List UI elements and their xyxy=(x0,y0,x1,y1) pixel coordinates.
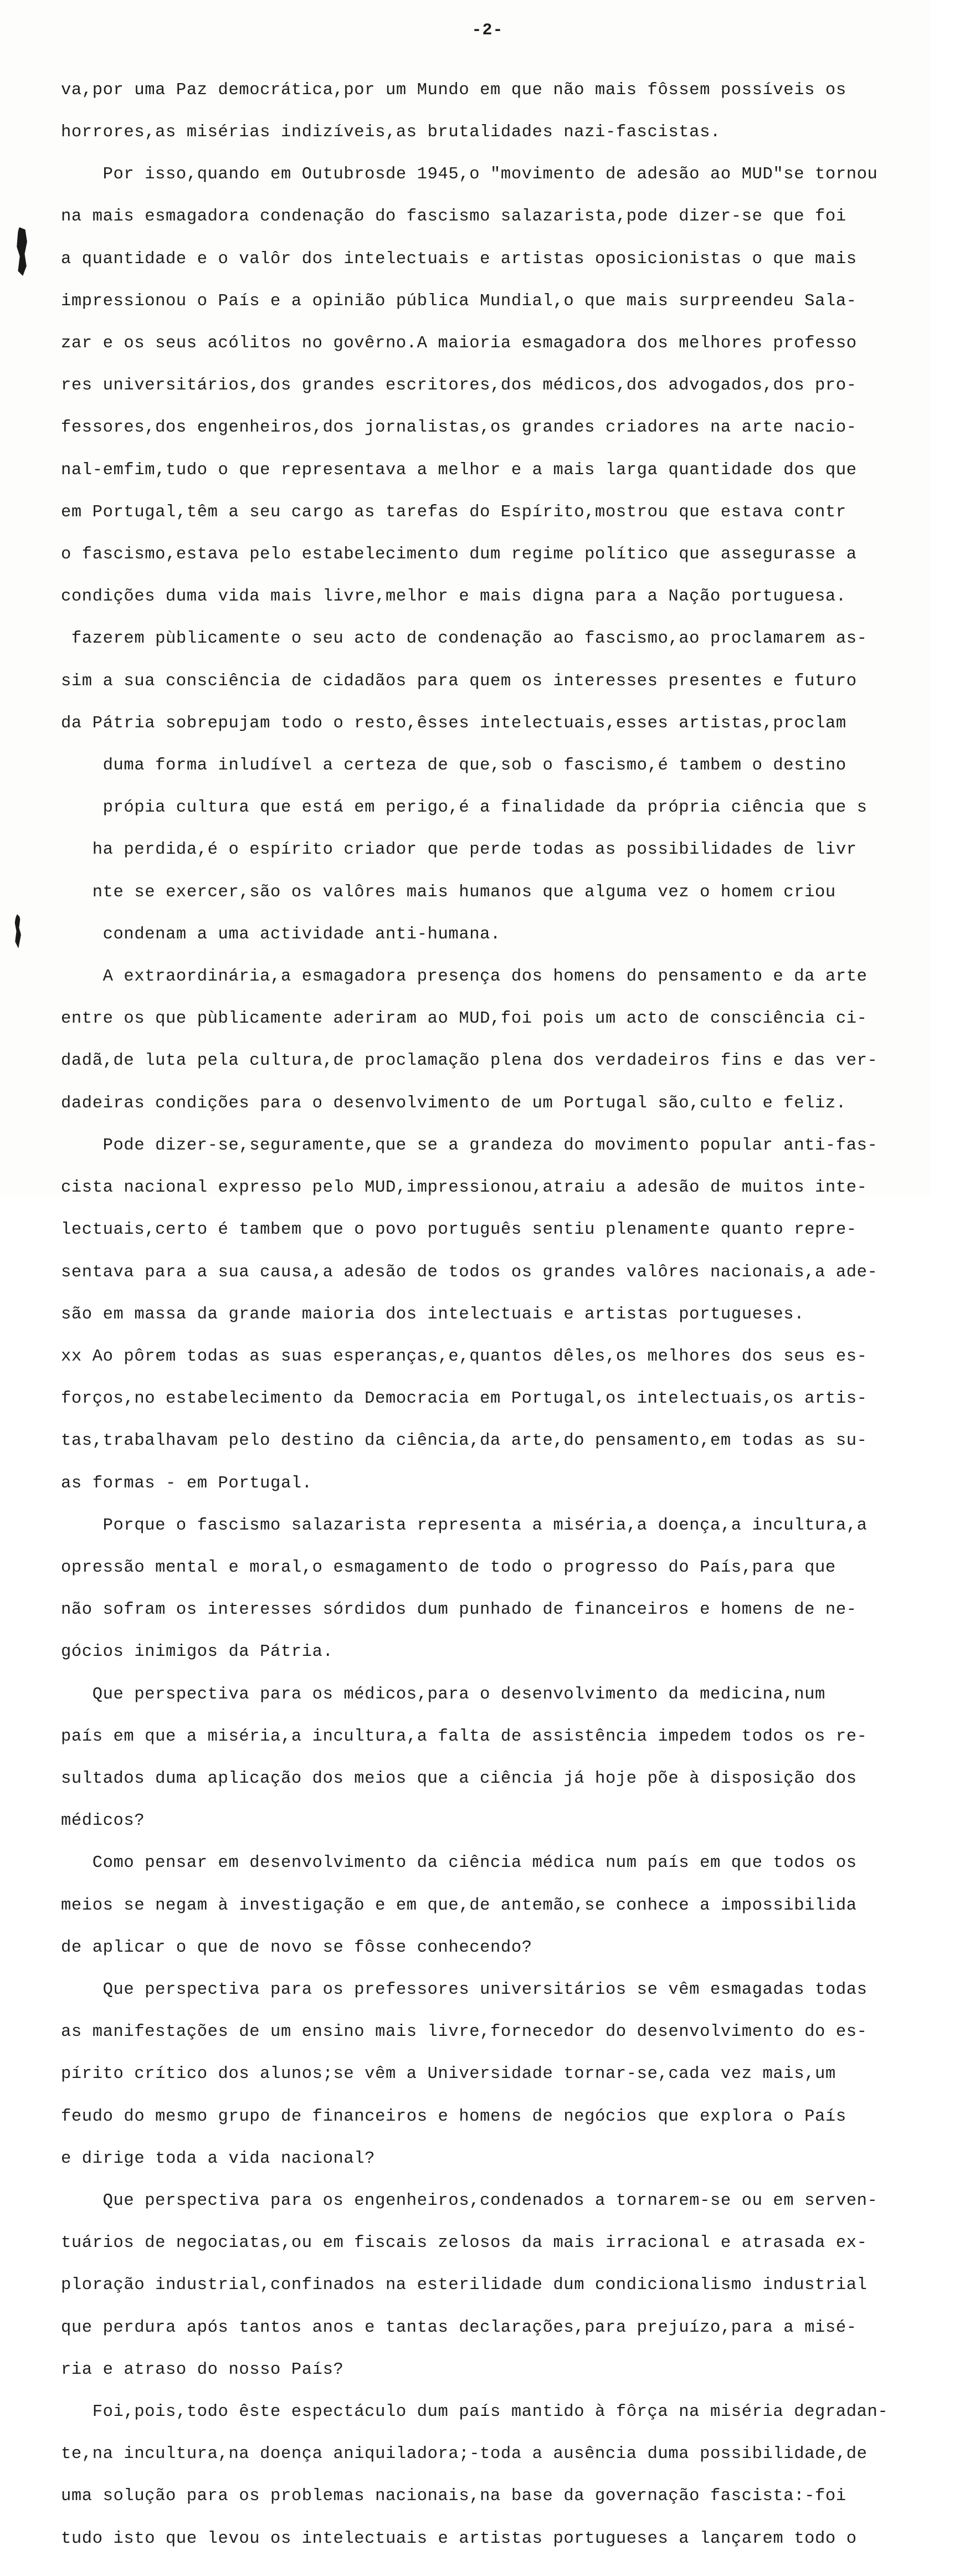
text-line: Que perspectiva para os médicos,para o desenvolvimento da medicina,num xyxy=(61,1685,825,1704)
text-line: ria e atraso do nosso País? xyxy=(61,2360,344,2379)
text-line: da Pátria sobrepujam todo o resto,êsses intelectuais,esses artistas,proclam xyxy=(61,714,846,733)
text-line: zar e os seus acólitos no govêrno.A maioria esmagadora dos melhores professo xyxy=(61,334,857,353)
text-line: não sofram os interesses sórdidos dum punhado de financeiros e homens de ne- xyxy=(61,1600,857,1620)
text-line: duma forma inludível a certeza de que,sob o fascismo,é tambem o destino xyxy=(61,756,846,776)
text-line: Pode dizer-se,seguramente,que se a grandeza do movimento popular anti-fas- xyxy=(61,1136,878,1155)
text-line: te,na incultura,na doença aniquiladora;-toda a ausência duma possibilidade,de xyxy=(61,2445,868,2464)
text-line: as manifestações de um ensino mais livre,fornecedor do desenvolvimento do es- xyxy=(61,2023,868,2042)
text-line: impressionou o País e a opinião pública Mundial,o que mais surpreendeu Sala- xyxy=(61,291,857,311)
text-line: tudo isto que levou os intelectuais e artistas portugueses a lançarem todo o xyxy=(61,2529,857,2548)
text-line: fessores,dos engenheiros,dos jornalistas,os grandes criadores na arte nacio- xyxy=(61,418,857,438)
ink-blot-mark xyxy=(16,227,28,276)
text-line: Por isso,quando em Outubrosde 1945,o "movimento de adesão ao MUD"se tornou xyxy=(61,165,878,184)
text-line: entre os que pùblicamente aderiram ao MUD,foi pois um acto de consciência ci- xyxy=(61,1009,868,1029)
text-line: Como pensar em desenvolvimento da ciência médica num país em que todos os xyxy=(61,1854,857,1873)
text-line: A extraordinária,a esmagadora presença dos homens do pensamento e da arte xyxy=(61,967,868,987)
text-line: Porque o fascismo salazarista representa a miséria,a doença,a incultura,a xyxy=(61,1516,868,1535)
text-line: na mais esmagadora condenação do fascismo salazarista,pode dizer-se que foi xyxy=(61,207,846,227)
text-line: nal-emfim,tudo o que representava a melhor e a mais larga quantidade dos que xyxy=(61,460,857,480)
text-line: que perdura após tantos anos e tantas declarações,para prejuízo,para a misé- xyxy=(61,2318,857,2337)
text-line: própia cultura que está em perigo,é a finalidade da própria ciência que s xyxy=(61,798,868,818)
text-line: condenam a uma actividade anti-humana. xyxy=(61,925,501,944)
ink-blot-mark xyxy=(14,914,21,948)
text-line: sentava para a sua causa,a adesão de todos os grandes valôres nacionais,a ade- xyxy=(61,1263,878,1282)
text-line: Que perspectiva para os engenheiros,condenados a tornarem-se ou em serven- xyxy=(61,2191,878,2210)
text-line: país em que a miséria,a incultura,a falta de assistência impedem todos os re- xyxy=(61,1727,868,1746)
text-line: condições duma vida mais livre,melhor e mais digna para a Nação portuguesa. xyxy=(61,587,846,607)
text-line: uma solução para os problemas nacionais,na base da governação fascista:-foi xyxy=(61,2487,846,2506)
text-line: Que perspectiva para os prefessores universitários se vêm esmagadas todas xyxy=(61,1980,868,1999)
text-line: ha perdida,é o espírito criador que perde todas as possibilidades de livr xyxy=(61,840,857,860)
text-line: ploração industrial,confinados na esterilidade dum condicionalismo industrial xyxy=(61,2276,868,2295)
text-line: sim a sua consciência de cidadãos para quem os interesses presentes e futuro xyxy=(61,671,857,691)
text-line: tuários de negociatas,ou em fiscais zelosos da mais irracional e atrasada ex- xyxy=(61,2234,868,2253)
text-line: lectuais,certo é tambem que o povo português sentiu plenamente quanto repre- xyxy=(61,1220,857,1240)
text-line: pírito crítico dos alunos;se vêm a Universidade tornar-se,cada vez mais,um xyxy=(61,2065,836,2084)
text-line: nte se exercer,são os valôres mais humanos que alguma vez o homem criou xyxy=(61,882,836,902)
text-line: tas,trabalhavam pelo destino da ciência,da arte,do pensamento,em todas as su- xyxy=(61,1431,868,1451)
text-line: sultados duma aplicação dos meios que a ciência já hoje põe à disposição dos xyxy=(61,1769,857,1788)
text-line: o fascismo,estava pelo estabelecimento dum regime político que assegurasse a xyxy=(61,545,857,565)
text-line: va,por uma Paz democrática,por um Mundo em que não mais fôssem possíveis os xyxy=(61,80,846,100)
text-line: res universitários,dos grandes escritores,dos médicos,dos advogados,dos pro- xyxy=(61,376,857,396)
text-line: fazerem pùblicamente o seu acto de condenação ao fascismo,ao proclamarem as- xyxy=(61,629,868,649)
text-line: forços,no estabelecimento da Democracia em Portugal,os intelectuais,os artis- xyxy=(61,1389,868,1409)
text-line: feudo do mesmo grupo de financeiros e homens de negócios que explora o País xyxy=(61,2107,846,2126)
text-line: gócios inimigos da Pátria. xyxy=(61,1643,333,1662)
text-line: horrores,as misérias indizíveis,as brutalidades nazi-fascistas. xyxy=(61,123,721,142)
text-line: são em massa da grande maioria dos intelectuais e artistas portugueses. xyxy=(61,1305,805,1324)
text-line: dadã,de luta pela cultura,de proclamação plena dos verdadeiros fins e das ver- xyxy=(61,1051,878,1071)
text-line: opressão mental e moral,o esmagamento de todo o progresso do País,para que xyxy=(61,1558,836,1577)
text-line: de aplicar o que de novo se fôsse conhecendo? xyxy=(61,1938,532,1957)
text-line: xx Ao pôrem todas as suas esperanças,e,quantos dêles,os melhores dos seus es- xyxy=(61,1347,868,1366)
text-line: e dirige toda a vida nacional? xyxy=(61,2149,376,2168)
text-line: em Portugal,têm a seu cargo as tarefas do Espírito,mostrou que estava contr xyxy=(61,502,846,522)
text-line: as formas - em Portugal. xyxy=(61,1474,312,1493)
text-line: cista nacional expresso pelo MUD,impressionou,atraiu a adesão de muitos inte- xyxy=(61,1178,868,1198)
text-line: a quantidade e o valôr dos intelectuais e artistas oposicionistas o que mais xyxy=(61,249,857,269)
text-line: médicos? xyxy=(61,1812,145,1831)
text-line: Foi,pois,todo êste espectáculo dum país mantido à fôrça na miséria degradan- xyxy=(61,2402,889,2421)
text-line: meios se negam à investigação e em que,de antemão,se conhece a impossibilida xyxy=(61,1896,857,1915)
typewritten-body xyxy=(61,55,925,2574)
text-line: dadeiras condições para o desenvolvimento de um Portugal são,culto e feliz. xyxy=(61,1094,846,1113)
page-number: -2- xyxy=(471,21,504,40)
